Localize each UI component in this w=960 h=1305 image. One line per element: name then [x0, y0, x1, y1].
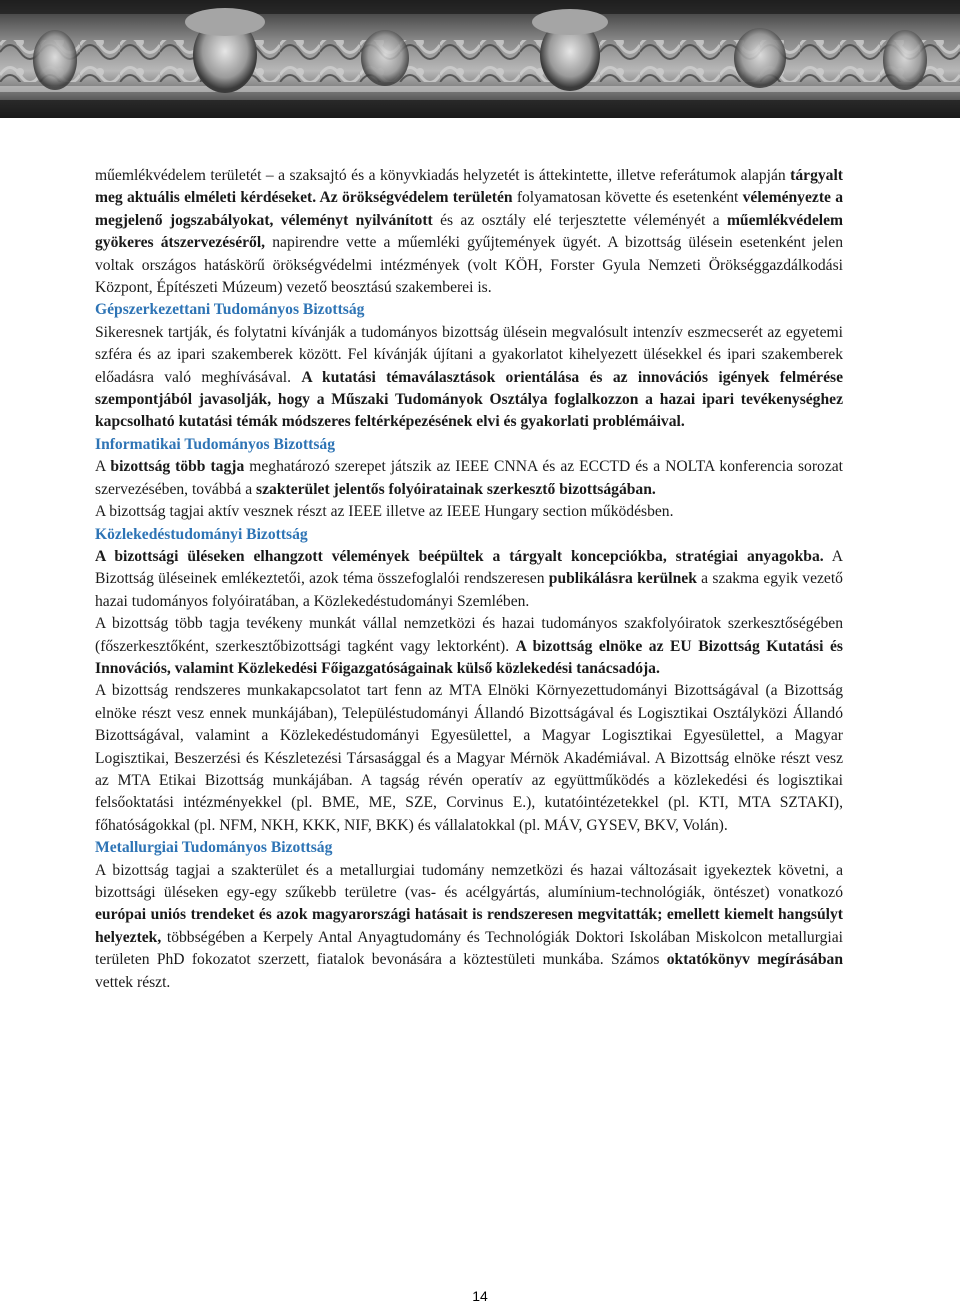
bold-text-run: oktatókönyv megírásában	[666, 951, 843, 969]
section-heading: Metallurgiai Tudományos Bizottság	[95, 839, 333, 857]
bold-text-run: publikálásra kerülnek	[548, 570, 697, 588]
text-run: A Bizottság üléseinek emlékeztetői, azok téma összefoglalói rendszeresen	[95, 547, 843, 588]
text-run: A bizottság tagjai aktív vesznek részt az IEEE illetve az IEEE Hungary section működésben.	[95, 503, 674, 521]
text-run: a szakma egyik vezető hazai tudományos folyóiratában, a Közlekedéstudományi Szemlében.	[95, 570, 843, 610]
bold-text-run: A kutatási témaválasztások orientálása és az innovációs igények felmérése szempontjából javasolják, hogy a Műszaki Tudományok Osztálya foglalkozzon a hazai ipari tevékenységhez kapcsolható kutatási témák módszeres feltérképezésének elvi és gyakorlati problémáival.	[95, 368, 843, 431]
bold-text-run: bizottság több tagja	[110, 458, 245, 476]
paragraph	[95, 613, 843, 680]
text-run: A bizottság több tagja tevékeny munkát vállal nemzetközi és hazai tudományos szakfolyóiratok szerkesztőségében (főszerkesztőként, szerkesztőbizottsági tagként vagy lektorként).	[95, 615, 843, 655]
text-run: meghatározó szerepet játszik az IEEE CNNA és az ECCTD és a NOLTA konferencia sorozat szervezésében, továbbá a	[95, 458, 843, 498]
text-run: és az osztály elé terjesztette véleményét a	[432, 211, 727, 229]
text-run: A	[95, 458, 111, 476]
bold-text-run: véleményezte a megjelenő jogszabályokat, véleményt nyilvánított	[95, 189, 844, 229]
bold-text-run: A bizottság elnöke az EU Bizottság Kutatási és Innovációs, valamint Közlekedési Főigazgatóságainak külső közlekedési tanácsadója.	[95, 637, 843, 677]
text-run: Sikeresnek tartják, és folytatni kívánják a tudományos bizottság ülésein megvalósult intenzív eszmecserét az egyetemi szféra és az ipari szakemberek között. Fel kívánják újítani a gyakorlatot kihelyezett ülésekkel és ipari szakemberek előadásra való meghívásával.	[95, 323, 843, 386]
bold-text-run: szakterület jelentős folyóiratainak szerkesztő bizottságában.	[256, 480, 656, 498]
bold-text-run: műemlékvédelem gyökeres átszervezéséről,	[95, 211, 843, 252]
ornamental-banner	[0, 0, 960, 118]
bold-text-run: tárgyalt meg aktuális elméleti kérdéseket. Az örökségvédelem területén	[95, 167, 843, 207]
document-body	[95, 165, 843, 994]
text-run: folyamatosan követte és esetenként	[512, 189, 743, 207]
text-run: A bizottság tagjai a szakterület és a metallurgiai tudomány nemzetközi és hazai változásait igyekeztek követni, a bizottsági üléseken egy-egy szűkebb területre (vas- és acélgyártás, alumínium-technológiák, öntészet) vonatkozó	[95, 861, 843, 901]
paragraph	[95, 322, 843, 434]
text-run: A bizottság rendszeres munkakapcsolatot tart fenn az MTA Elnöki Környezettudományi Bizottságával (a Bizottság elnöke részt vesz ennek munkájában), Településtudományi Állandó Bizottságával és Logisztikai Osztályközi Állandó Bizottságával, valamint a Közlekedéstudományi Egyesülettel, a Magyar Logisztikai Egyesülettel, a Magyar Logisztikai, Beszerzési és Készletezési Társasággal és a Magyar Mérnök Akadémiával. A Bizottság elnöke részt vesz az MTA Etikai Bizottság munkájában. A tagság révén operatív az együttműködés a közlekedési és logisztikai felsőoktatási intézményekkel (pl. BME, ME, SZE, Corvinus E.), kutatóintézetekkel (pl. KTI, MTA SZTAKI), főhatóságokkal (pl. NFM, NKH, KKK, NIF, BKK) és vállalatokkal (pl. MÁV, GYSEV, BKV, Volán).	[95, 682, 843, 834]
section-heading: Közlekedéstudományi Bizottság	[95, 525, 308, 543]
text-run: napirendre vette a műemléki gyűjtemények ügyét. A bizottság ülésein esetenként jelen voltak országos hatáskörű örökségvédelmi intézmények (volt KÖH, Forster Gyula Nemzeti Örökséggazdálkodási Központ, Építészeti Múzeum) vezető beosztású szakemberei is.	[95, 234, 843, 297]
paragraph	[95, 546, 843, 613]
paragraph	[95, 165, 843, 299]
paragraph	[95, 680, 843, 837]
section-heading: Informatikai Tudományos Bizottság	[95, 435, 336, 453]
bold-text-run: európai uniós trendeket és azok magyarországi hatásait is rendszeresen megvitatták; emellett kiemelt hangsúlyt helyeztek,	[95, 906, 843, 946]
text-run: vettek részt.	[95, 973, 171, 991]
section-heading: Gépszerkezettani Tudományos Bizottság	[95, 301, 365, 319]
paragraph	[95, 456, 843, 501]
bold-text-run: A bizottsági üléseken elhangzott vélemények beépültek a tárgyalt koncepciókba, stratégiai anyagokba.	[95, 547, 824, 565]
text-run: többségében a Kerpely Antal Anyagtudomány és Technológiák Doktori Iskolában Miskolcon metallurgiai területen PhD fokozatot szerzett, fiatalok bevonására a köztestületi munkába. Számos	[95, 928, 843, 969]
text-run: műemlékvédelem területét – a szaksajtó és a könyvkiadás helyzetét is áttekintette, illetve referátumok alapján	[95, 167, 791, 184]
paragraph	[95, 501, 843, 523]
paragraph	[95, 860, 843, 994]
page-number: 14	[472, 1288, 488, 1304]
ornamental-frieze-image	[0, 0, 960, 118]
